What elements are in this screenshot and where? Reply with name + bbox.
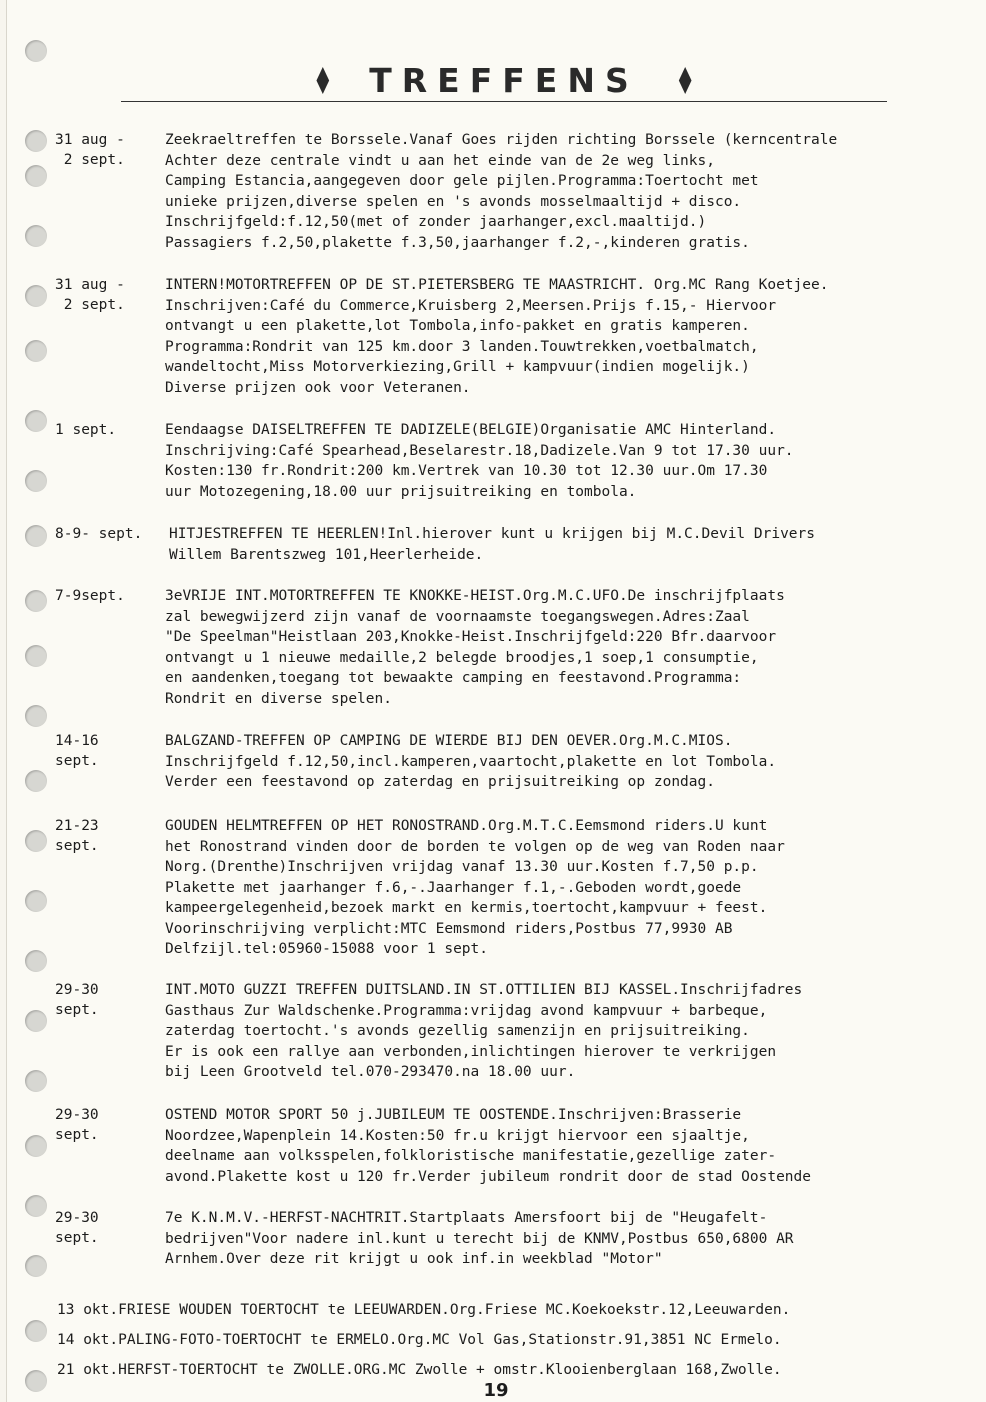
punch-hole-icon [25, 130, 47, 152]
event-date: 8-9- sept. [55, 526, 143, 542]
page-title: TREFFENS [369, 60, 639, 100]
event-date: 14-16 sept. [55, 733, 99, 769]
event-description: INT.MOTO GUZZI TREFFEN DUITSLAND.IN ST.OTTILIEN BIJ KASSEL.Inschrijfadres Gasthaus Zur Waldschenke.Programma:vrijdag avond kampvuur + barbeque, zaterdag toertocht.'s avonds gezellig samenzijn en prijsuitreiking. Er is ook een rallye aan verbonden,inlichtingen hierover te verkrijgen bij Leen Grootveld tel.070-293470.na 18.00 uur. [165, 982, 803, 1080]
event-date: 7-9sept. [55, 588, 125, 604]
event-date: 29-30 sept. [55, 1210, 99, 1246]
punch-hole-icon [25, 770, 47, 792]
event-date: 31 aug - 2 sept. [55, 132, 125, 168]
event-description: 3eVRIJE INT.MOTORTREFFEN TE KNOKKE-HEIST.Org.M.C.UFO.De inschrijfplaats zal bewegwijzerd zijn vanaf de voornaamste toegangswegen.Adres:Zaal "De Speelman"Heistlaan 203,Knokke-Heist.Inschrijfgeld:220 Bfr.daarvoor ontvangt u 1 nieuwe medaille,2 belegde broodjes,1 soep,1 consumptie, en aandenken,toegang tot bewaakte camping en feestavond.Programma: Rondrit en diverse spelen. [165, 588, 785, 707]
event-date: 31 aug - 2 sept. [55, 277, 125, 313]
punch-hole-icon [25, 645, 47, 667]
punch-hole-icon [25, 1135, 47, 1157]
short-event-entry: 14 okt.PALING-FOTO-TOERTOCHT te ERMELO.Org.MC Vol Gas,Stationstr.91,3851 NC Ermelo. [57, 1332, 782, 1348]
punch-hole-icon [25, 950, 47, 972]
event-description: Eendaagse DAISELTREFFEN TE DADIZELE(BELGIE)Organisatie AMC Hinterland. Inschrijving:Café Spearhead,Beselarestr.18,Dadizele.Van 9 tot 17.30 uur. Kosten:130 fr.Rondrit:200 km.Vertrek van 10.30 tot 12.30 uur.Om 17.30 uur Motozegening,18.00 uur prijsuitreiking en tombola. [165, 422, 794, 500]
event-description: INTERN!MOTORTREFFEN OP DE ST.PIETERSBERG TE MAASTRICHT. Org.MC Rang Koetjee. Inschrijven:Café du Commerce,Kruisberg 2,Meersen.Prijs f.15,- Hiervoor ontvangt u een plakette,lot Tombola,info-pakket en gratis kamperen. Programma:Rondrit van 125 km.door 3 landen.Touwtrekken,voetbalmatch, wandeltocht,Miss Motorverkiezing,Grill + kampvuur(indien mogelijk.) Diverse prijzen ook voor Veteranen. [165, 277, 829, 396]
punch-hole-icon [25, 1255, 47, 1277]
ornament-right-icon: ⧫ [678, 65, 692, 95]
punch-hole-icon [25, 340, 47, 362]
event-date: 1 sept. [55, 422, 117, 438]
punch-hole-icon [25, 470, 47, 492]
punch-hole-icon [25, 1195, 47, 1217]
punch-hole-icon [25, 890, 47, 912]
event-description: GOUDEN HELMTREFFEN OP HET RONOSTRAND.Org.M.T.C.Eemsmond riders.U kunt het Ronostrand vinden door de borden te volgen op de weg van Roden naar Norg.(Drenthe)Inschrijven vrijdag vanaf 13.30 uur.Kosten f.7,50 p.p. Plakette met jaarhanger f.6,-.Jaarhanger f.1,-.Geboden wordt,goede kampeergelegenheid,bezoek markt en kermis,toertocht,kampvuur + feest. Voorinschrijving verplicht:MTC Eemsmond riders,Postbus 77,9930 AB Delfzijl.tel:05960-15088 voor 1 sept. [165, 818, 785, 957]
binder-holes [7, 0, 67, 1402]
event-date: 21-23 sept. [55, 818, 99, 854]
ornament-left-icon: ⧫ [316, 65, 330, 95]
short-event-entry: 13 okt.FRIESE WOUDEN TOERTOCHT te LEEUWARDEN.Org.Friese MC.Koekoekstr.12,Leeuwarden. [57, 1302, 791, 1318]
punch-hole-icon [25, 590, 47, 612]
title-underline [121, 101, 887, 102]
page-header [121, 56, 887, 104]
punch-hole-icon [25, 830, 47, 852]
punch-hole-icon [25, 1370, 47, 1392]
punch-hole-icon [25, 165, 47, 187]
punch-hole-icon [25, 1320, 47, 1342]
punch-hole-icon [25, 225, 47, 247]
punch-hole-icon [25, 285, 47, 307]
event-date: 29-30 sept. [55, 1107, 99, 1143]
punch-hole-icon [25, 705, 47, 727]
event-description: Zeekraeltreffen te Borssele.Vanaf Goes rijden richting Borssele (kerncentrale Achter deze centrale vindt u aan het einde van de 2e weg links, Camping Estancia,aangegeven door gele pijlen.Programma:Toertocht met unieke prijzen,diverse spelen en 's avonds mosselmaaltijd + disco. Inschrijfgeld:f.12,50(met of zonder jaarhanger,excl.maaltijd.) Passagiers f.2,50,plakette f.3,50,jaarhanger f.2,-,kinderen gratis. [165, 132, 838, 251]
document-page [6, 0, 986, 1402]
short-event-entry: 21 okt.HERFST-TOERTOCHT te ZWOLLE.ORG.MC Zwolle + omstr.Klooienberglaan 168,Zwolle. [57, 1362, 782, 1378]
event-description: BALGZAND-TREFFEN OP CAMPING DE WIERDE BIJ DEN OEVER.Org.M.C.MIOS. Inschrijfgeld f.12,50,incl.kamperen,vaartocht,plakette en lot Tombola. Verder een feestavond op zaterdag en prijsuitreiking op zondag. [165, 733, 777, 790]
event-description: HITJESTREFFEN TE HEERLEN!Inl.hierover kunt u krijgen bij M.C.Devil Drivers Willem Barentszweg 101,Heerlerheide. [169, 526, 816, 563]
event-description: OSTEND MOTOR SPORT 50 j.JUBILEUM TE OOSTENDE.Inschrijven:Brasserie Noordzee,Wapenplein 14.Kosten:50 fr.u krijgt hiervoor een sjaaltje, deelname aan volksspelen,folkloristische manifestatie,gezellige zater- avond.Plakette kost u 120 fr.Verder jubileum rondrit door de stad Oostende [165, 1107, 812, 1185]
event-date: 29-30 sept. [55, 982, 99, 1018]
punch-hole-icon [25, 1070, 47, 1092]
punch-hole-icon [25, 1010, 47, 1032]
page-number: 19 [483, 1380, 509, 1401]
event-description: 7e K.N.M.V.-HERFST-NACHTRIT.Startplaats Amersfoort bij de "Heugafelt- bedrijven"Voor nadere inl.kunt u terecht bij de KNMV,Postbus 650,6800 AR Arnhem.Over deze rit krijgt u ook inf.in weekblad "Motor" [165, 1210, 794, 1267]
punch-hole-icon [25, 525, 47, 547]
punch-hole-icon [25, 410, 47, 432]
punch-hole-icon [25, 40, 47, 62]
